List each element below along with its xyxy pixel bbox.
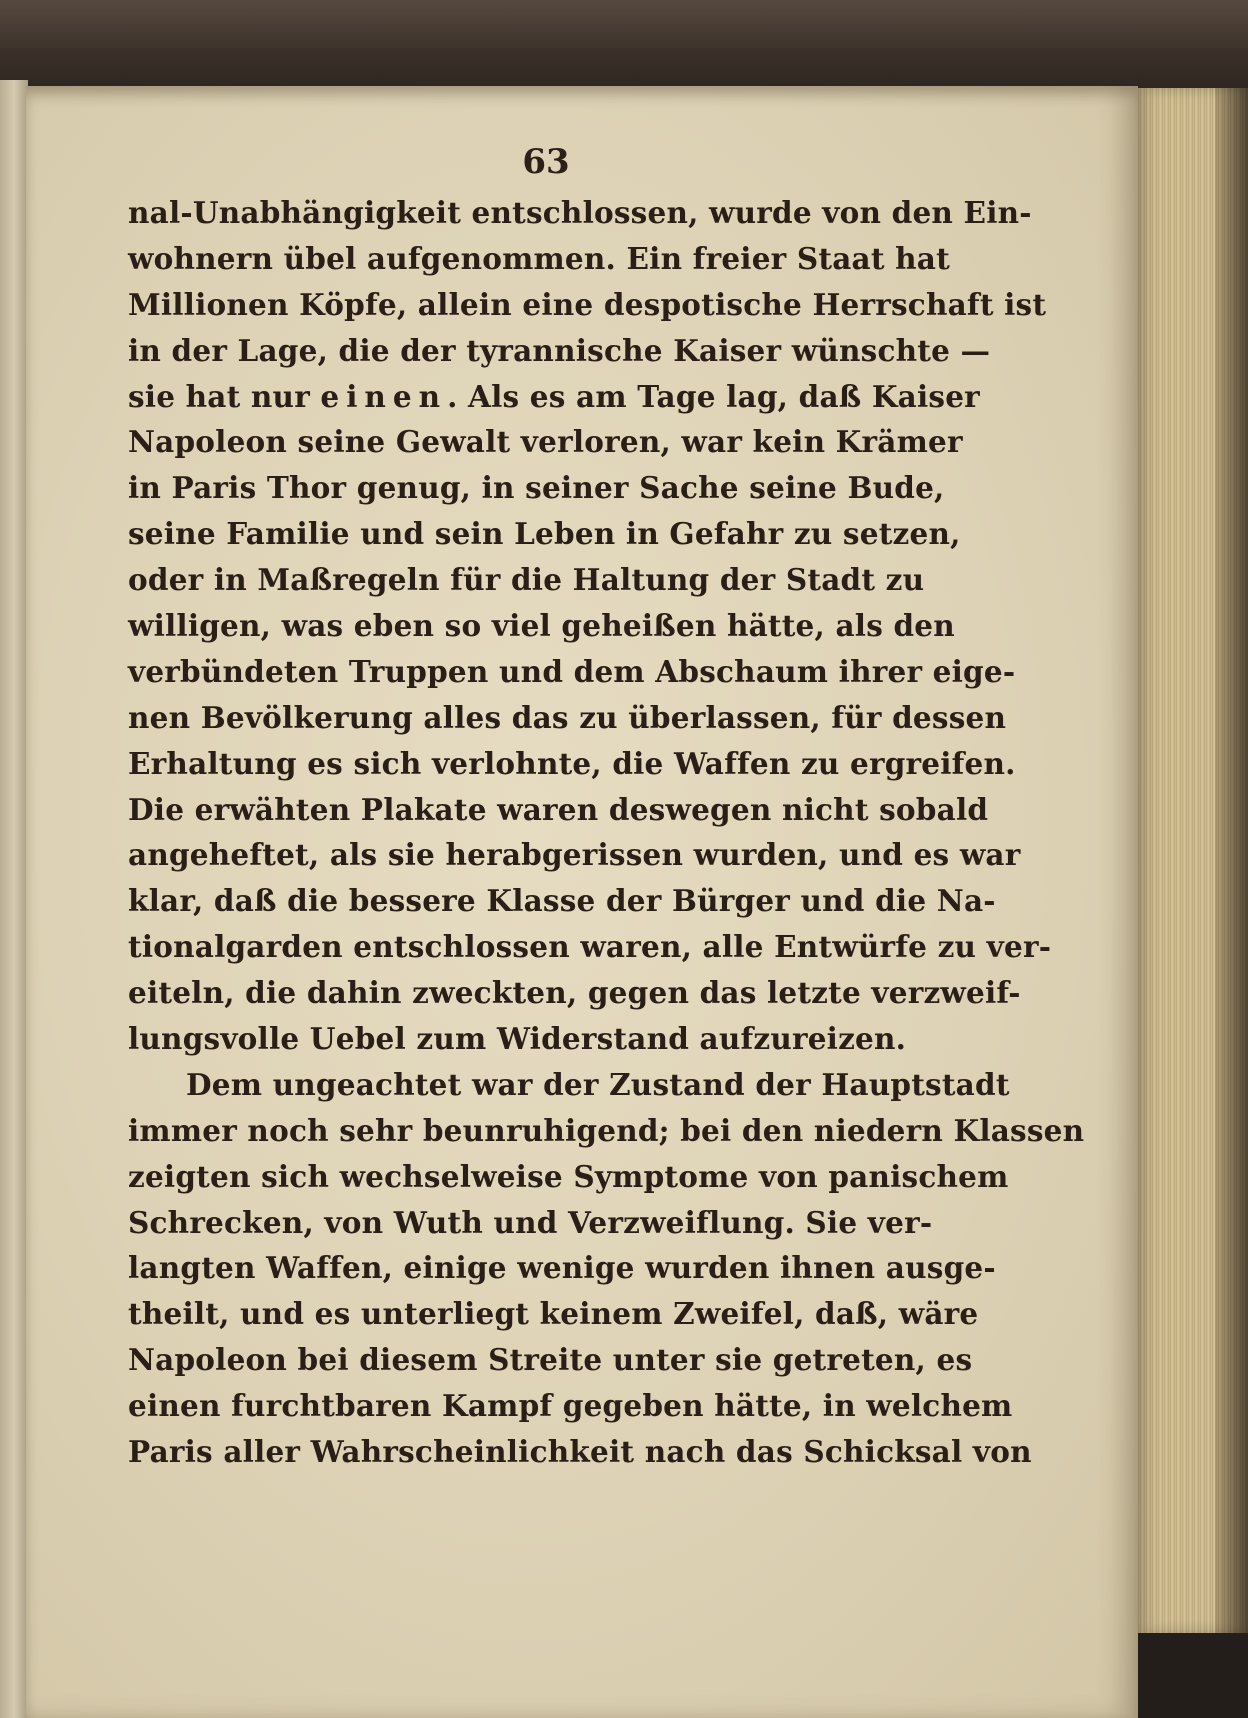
- text-line: eiteln, die dahin zweckten, gegen das letzte verzweif-: [128, 975, 1021, 1011]
- text-line: verbündeten Truppen und dem Abschaum ihrer eige-: [128, 653, 1016, 689]
- text-line: Die erwähten Plakate waren deswegen nicht sobald: [128, 791, 989, 827]
- text-line: willigen, was eben so viel geheißen hätte, als den: [128, 608, 955, 644]
- text-line: Paris aller Wahrscheinlichkeit nach das Schicksal von: [128, 1434, 1032, 1470]
- text-line: [128, 374, 988, 420]
- text-line: Napoleon seine Gewalt verloren, war kein Krämer: [128, 424, 963, 460]
- page-edges-shadow: [1215, 88, 1248, 1633]
- text-segment: sie hat nur: [128, 378, 321, 414]
- page-text: [128, 190, 1085, 1475]
- text-line: langten Waffen, einige wenige wurden ihnen ausge-: [128, 1250, 996, 1286]
- book-page: [26, 86, 1138, 1718]
- text-line: oder in Maßregeln für die Haltung der Stadt zu: [128, 562, 925, 598]
- text-line: angeheftet, als sie herabgerissen wurden, und es war: [128, 837, 1021, 873]
- book-cover-top: [0, 0, 1248, 92]
- paragraph-1: [128, 190, 1052, 1062]
- text-line: nal-Unabhängigkeit entschlossen, wurde von den Ein-: [128, 195, 1032, 230]
- text-line: in der Lage, die der tyrannische Kaiser wünschte —: [128, 332, 991, 368]
- page-number: 63: [522, 142, 570, 182]
- text-line: Napoleon bei diesem Streite unter sie getreten, es: [128, 1342, 973, 1378]
- text-line: Millionen Köpfe, allein eine despotische Herrschaft ist: [128, 286, 1047, 322]
- previous-page-edge: [0, 80, 28, 1718]
- text-line: seine Familie und sein Leben in Gefahr zu setzen,: [128, 516, 961, 552]
- text-line: einen furchtbaren Kampf gegeben hätte, in welchem: [128, 1388, 1013, 1424]
- text-line: tionalgarden entschlossen waren, alle Entwürfe zu ver-: [128, 929, 1052, 965]
- text-line: Schrecken, von Wuth und Verzweiflung. Sie ver-: [128, 1204, 933, 1240]
- text-line: immer noch sehr beunruhigend; bei den niedern Klassen: [128, 1112, 1085, 1148]
- text-line: zeigten sich wechselweise Symptome von panischem: [128, 1158, 1009, 1194]
- text-line: in Paris Thor genug, in seiner Sache seine Bude,: [128, 470, 945, 506]
- text-line: klar, daß die bessere Klasse der Bürger und die Na-: [128, 883, 996, 919]
- text-line: wohnern übel aufgenommen. Ein freier Staat hat: [128, 240, 950, 276]
- paragraph-2: [128, 1062, 1085, 1475]
- emphasized-word: einen: [320, 378, 448, 414]
- text-line: theilt, und es unterliegt keinem Zweifel, daß, wäre: [128, 1296, 979, 1332]
- text-segment: . Als es am Tage lag, daß Kaiser: [447, 378, 980, 414]
- text-line: lungsvolle Uebel zum Widerstand aufzureizen.: [128, 1021, 907, 1057]
- text-line: Erhaltung es sich verlohnte, die Waffen zu ergreifen.: [128, 745, 1016, 781]
- text-line: Dem ungeachtet war der Zustand der Hauptstadt: [186, 1066, 1010, 1102]
- text-line: nen Bevölkerung alles das zu überlassen, für dessen: [128, 699, 1007, 735]
